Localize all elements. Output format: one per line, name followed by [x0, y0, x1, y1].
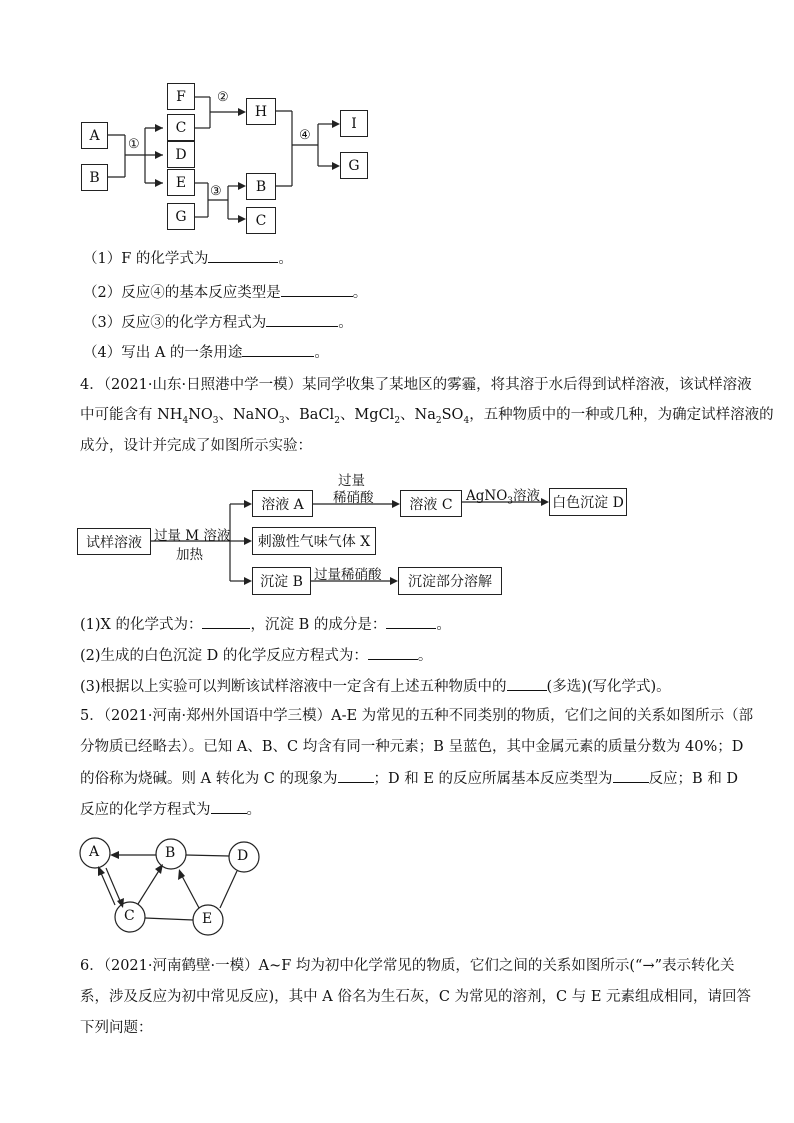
q6-stem-line-2: 系，涉及反应为初中常见反应)，其中 A 俗名为生石灰，C 为常见的溶剂，C 与 E 元素组成相同，请回答 — [80, 989, 752, 1005]
node-C: C — [167, 114, 195, 141]
node-B-product: B — [246, 173, 276, 200]
node-B: B — [81, 164, 108, 191]
flow-acid-label-top: 过量 — [338, 473, 365, 489]
q5-stem-line-2: 分物质已经略去）。已知 A、B、C 均含有同一种元素；B 呈蓝色，其中金属元素的质量分数为 40%；D — [80, 739, 744, 755]
q4-answer-3: (3)根据以上实验可以判断该试样溶液中一定含有上述五种物质中的 (多选)(写化学式)。 — [80, 676, 671, 697]
flow-agno3-label: AgNO$_3$溶液 — [466, 488, 541, 507]
flow-solution-A: 溶液 A — [252, 490, 313, 517]
node-G: G — [167, 203, 195, 230]
node-F: F — [167, 83, 195, 110]
q5-node-D: D — [237, 848, 249, 864]
node-H: H — [246, 98, 276, 125]
reaction-mark-2: ② — [217, 90, 229, 105]
node-E: E — [167, 169, 195, 196]
reaction-mark-4: ④ — [299, 128, 311, 143]
q4-stem-line-1: 4．（2021·山东·日照港中学一模）某同学收集了某地区的雾霾，将其溶于水后得到试样溶液，该试样溶液 — [80, 377, 752, 393]
q6-stem-line-3: 下列问题： — [80, 1020, 153, 1036]
flow-condition-heat: 加热 — [176, 547, 203, 563]
q6-stem-line-1: 6．（2021·河南鹤壁·一模）A~F 均为初中化学常见的物质，它们之间的关系如图所示(“→”表示转化关 — [80, 958, 735, 974]
q4-answer-1: (1)X 的化学式为： ，沉淀 B 的成分是： 。 — [80, 614, 451, 635]
node-I: I — [340, 110, 368, 137]
q4-answer-2: (2)生成的白色沉淀 D 的化学反应方程式为： 。 — [80, 645, 432, 666]
flow-partial-dissolve: 沉淀部分溶解 — [398, 567, 502, 595]
flow-reagent-m: 过量 M 溶液 — [154, 528, 231, 544]
node-C-product: C — [246, 207, 276, 234]
flow-acid-label-bottom: 稀硝酸 — [333, 490, 374, 506]
reaction-mark-1: ① — [128, 137, 140, 152]
q5-stem-line-3: 的俗称为烧碱。则 A 转化为 C 的现象为 ；D 和 E 的反应所属基本反应类型为 反应；B 和 D — [80, 768, 738, 789]
q5-node-A: A — [89, 844, 100, 860]
q3-item-1: （1）F 的化学式为 。 — [83, 248, 293, 269]
node-D: D — [167, 141, 195, 168]
q5-node-C: C — [124, 908, 135, 924]
reaction-mark-3: ③ — [210, 184, 222, 199]
q5-stem-line-1: 5．（2021·河南·郑州外国语中学三模）A-E 为常见的五种不同类别的物质，它们之间的关系如图所示（部 — [80, 708, 754, 724]
q3-item-3: （3）反应③的化学方程式为 。 — [83, 312, 353, 333]
flow-gas-X: 刺激性气味气体 X — [252, 527, 376, 555]
node-G-product: G — [340, 152, 368, 179]
q5-stem-line-4: 反应的化学方程式为 。 — [80, 799, 261, 820]
flow-sample-solution: 试样溶液 — [77, 528, 151, 555]
q4-stem-line-3: 成分，设计并完成了如图所示实验： — [80, 438, 312, 454]
q3-item-2: （2）反应④的基本反应类型是 。 — [83, 282, 367, 303]
q4-stem-line-2: 中可能含有 $NH_4NO_3$、NaNO$_3$、BaCl$_2$、MgCl$_2$、$Na_2SO_4$，五种物质中的一种或几种，为确定试样溶液的 — [80, 407, 774, 426]
q3-item-4: （4）写出 A 的一条用途 。 — [83, 342, 329, 363]
q5-node-B: B — [165, 845, 176, 861]
flow-white-precipitate-D: 白色沉淀 D — [549, 488, 627, 516]
flow-solution-C: 溶液 C — [400, 490, 462, 517]
flow-precipitate-B: 沉淀 B — [252, 567, 311, 595]
q5-node-E: E — [202, 911, 213, 927]
flow-acid-label-2: 过量稀硝酸 — [314, 567, 382, 583]
node-A: A — [81, 122, 108, 149]
